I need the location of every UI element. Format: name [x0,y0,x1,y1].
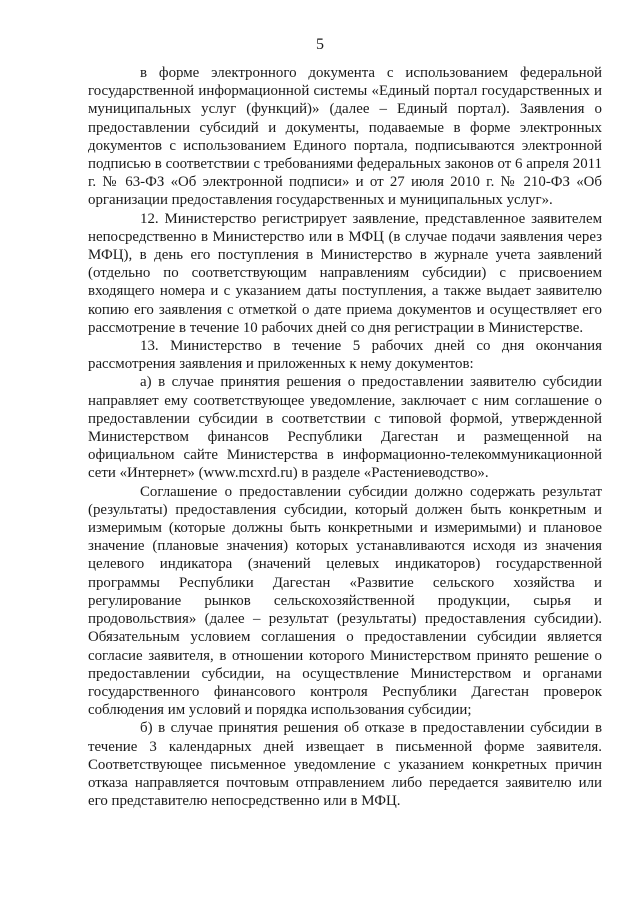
paragraph-electronic-submission: в форме электронного документа с использованием федеральной государственной информационной системы «Единый портал государственных и муниципальных услуг (функций)» (далее – Единый портал). Заявления о предоставлении субсидий и документы, подаваемые в форме электронных документов с использованием Единого портала, подписываются электронной подписью в соответствии с требованиями федеральных законов от 6 апреля 2011 г. № 63-ФЗ «Об электронной подписи» и от 27 июля 2010 г. № 210-ФЗ «Об организации предоставления государственных и муниципальных услуг». [88,65,602,209]
paragraph-agreement-terms: Соглашение о предоставлении субсидии должно содержать результат (результаты) предоставления субсидии, который должен быть конкретным и измеримым (которые должны быть конкретными и измеримыми) и плановое значение (плановые значения) которых устанавливаются исходя из значения целевого индикатора (значений целевых индикаторов) государственной программы Республики Дагестан «Развитие сельского хозяйства и регулирование рынков сельскохозяйственной продукции, сырья и продовольствия» (далее – результат (результаты) предоставления субсидии). Обязательным условием соглашения о предоставлении субсидии является согласие заявителя, в отношении которого Министерством принято решение о предоставлении субсидии, на осуществление Министерством и органами государственного финансового контроля Республики Дагестан проверок соблюдения им условий и порядка использования субсидии; [88,483,602,719]
page-number: 5 [316,36,324,53]
paragraph-13-intro: 13. Министерство в течение 5 рабочих дней со дня окончания рассмотрения заявления и приложенных к нему документов: [88,338,602,373]
document-body [88,64,602,810]
paragraph-13b-refusal: б) в случае принятия решения об отказе в предоставлении субсидии в течение 3 календарных дней извещает в письменной форме заявителя. Соответствующее письменное уведомление с указанием конкретных причин отказа направляется почтовым отправлением либо передается заявителю или его представителю непосредственно или в МФЦ. [88,720,602,810]
paragraph-13a-approval: а) в случае принятия решения о предоставлении заявителю субсидии направляет ему соответствующее уведомление, заключает с ним соглашение о предоставлении субсидии в соответствии с типовой формой, утвержденной Министерством финансов Республики Дагестан и размещенной на официальном сайте Министерства в информационно-телекоммуникационной сети «Интернет» (www.mcxrd.ru) в разделе «Растениеводство». [88,374,602,482]
paragraph-12-registration: 12. Министерство регистрирует заявление, представленное заявителем непосредственно в Министерство или в МФЦ (в случае подачи заявления через МФЦ), в день его поступления в Министерство в журнале учета заявлений (отдельно по соответствующим направлениям субсидии) с присвоением входящего номера и с указанием даты поступления, а также выдает заявителю копию его заявления с отметкой о дате приема документов и осуществляет его рассмотрение в течение 10 рабочих дней со дня регистрации в Министерстве. [88,210,602,336]
